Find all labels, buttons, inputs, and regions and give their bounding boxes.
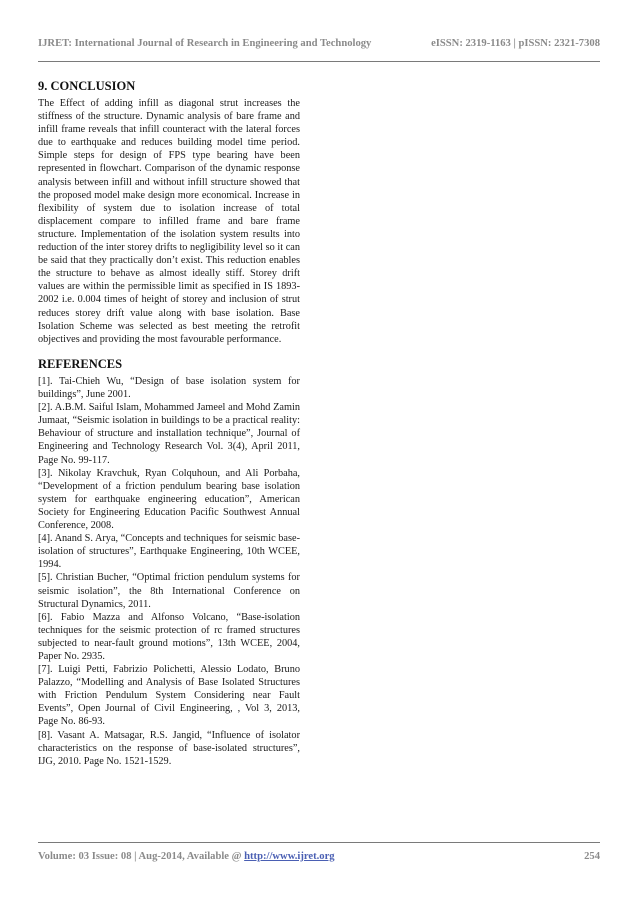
page-footer: [38, 851, 600, 862]
reference-item: [2]. A.B.M. Saiful Islam, Mohammed Jameel and Mohd Zamin Jumaat, “Seismic isolation in buildings to be a practical reality: Behaviour of structure and installation technique”, Journal of Engineering and Technology Research Vol. 3(4), April 2011, Page No. 99-117.: [38, 402, 300, 466]
header-divider: [38, 61, 600, 62]
reference-item: [7]. Luigi Petti, Fabrizio Polichetti, Alessio Lodato, Bruno Palazzo, “Modelling and Analysis of Base Isolated Structures with Friction Pendulum System Considering near Fault Events”, Open Journal of Civil Engineering, , Vol 3, 2013, Page No. 86-93.: [38, 664, 300, 728]
footer-divider: [38, 842, 600, 843]
references-list: [38, 375, 300, 768]
reference-item: [6]. Fabio Mazza and Alfonso Volcano, “Base-isolation techniques for the seismic protection of rc framed structures subjected to near-fault ground motions”, 13th WCEE, 2004, Paper No. 2935.: [38, 611, 300, 662]
journal-name: IJRET: International Journal of Research in Engineering and Technology: [38, 38, 372, 49]
page-number: 254: [584, 851, 600, 862]
journal-link[interactable]: http://www.ijret.org: [244, 851, 335, 862]
reference-item: [8]. Vasant A. Matsagar, R.S. Jangid, “Influence of isolator characteristics on the response of base-isolated structures”, IJG, 2010. Page No. 1521-1529.: [38, 729, 300, 767]
reference-item: [1]. Tai-Chieh Wu, “Design of base isolation system for buildings”, June 2001.: [38, 376, 300, 401]
issue-info: [38, 851, 335, 862]
reference-item: [5]. Christian Bucher, “Optimal friction pendulum systems for seismic isolation”, the 8th International Conference on Structural Dynamics, 2011.: [38, 572, 300, 610]
reference-item: [3]. Nikolay Kravchuk, Ryan Colquhoun, and Ali Porbaha, “Development of a friction pendulum bearing base isolation system for earthquake engineering education”, American Society for Engineering Education Pacific Southwest Annual Conference, 2008.: [38, 467, 300, 532]
reference-item: [4]. Anand S. Arya, “Concepts and techniques for seismic base- isolation of structures”, Earthquake Engineering, 10th WCEE, 1994.: [38, 533, 300, 571]
conclusion-heading: 9. CONCLUSION: [38, 79, 136, 93]
issue-text: Volume: 03 Issue: 08 | Aug-2014, Available @: [38, 851, 245, 862]
page-header: [38, 38, 600, 49]
issn-info: eISSN: 2319-1163 | pISSN: 2321-7308: [431, 38, 600, 49]
references-heading: REFERENCES: [38, 357, 123, 371]
conclusion-paragraph: The Effect of adding infill as diagonal strut increases the stiffness of the structure. Dynamic analysis of bare frame and infill frame reveals that infill counteract with the lateral forces due to earthquake and reduces building model time period. Simple steps for design of FPS type bearing have been represented in flowchart. Comparison of the dynamic response analysis between infill and without infill structure showed that the proposed model make design more economical. Increase in flexibility of system due to isolation increase of total displacement compare to infilled frame and bare frame structure. Implementation of the isolation system results into reduction of the inter storey drifts to negligibility level so it can be said that they practically don’t exist. This reduction enables the structure to behave as almost ideally stiff. Storey drift values are within the permissible limit as specified in IS 1893-2002 i.e. 0.004 times of height of storey and inclusion of strut reduces storey drift value along with base isolation. Base Isolation Scheme was selected as best meeting the retrofit objectives and providing the most favourable performance.: [38, 98, 300, 345]
